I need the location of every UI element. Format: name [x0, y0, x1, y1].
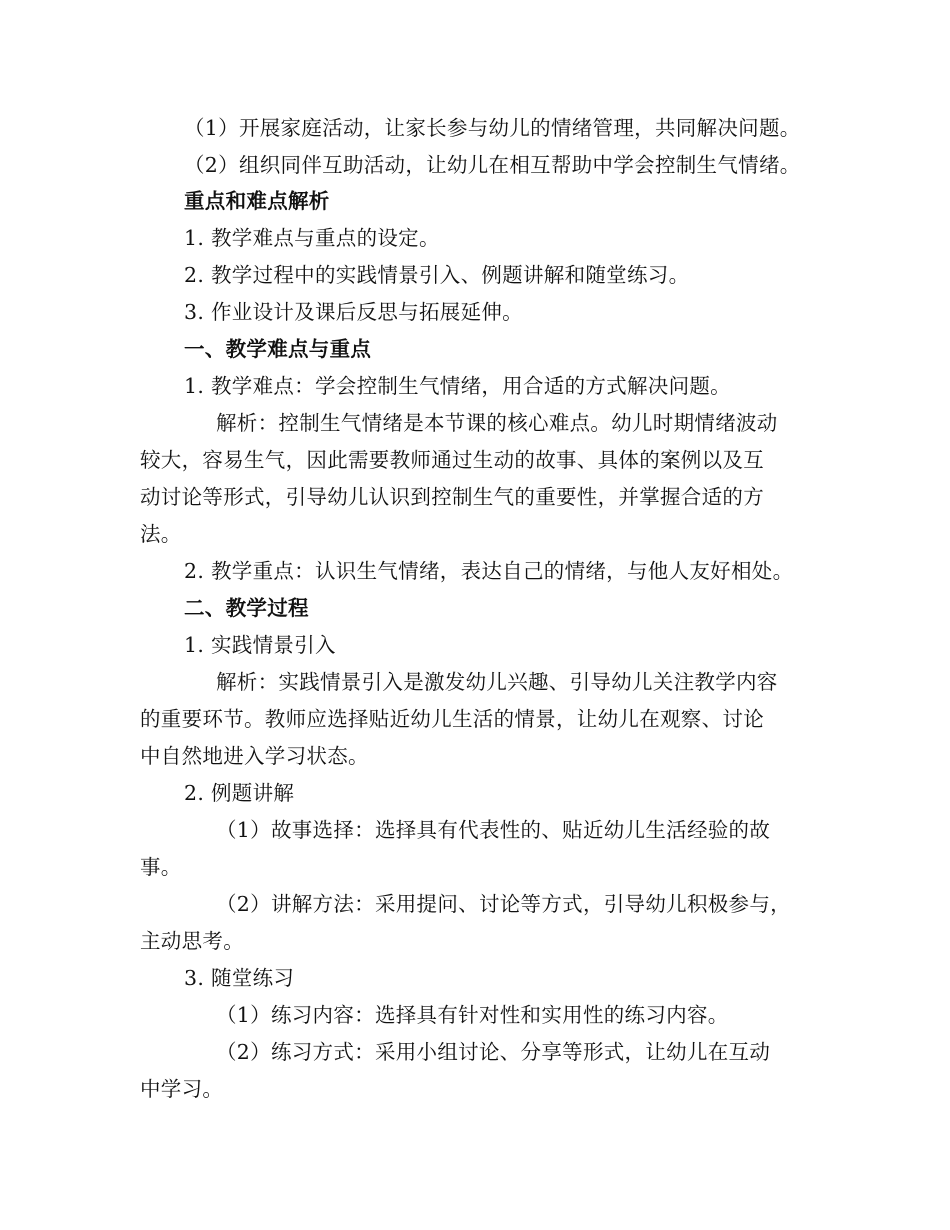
- list-item: 2. 教学过程中的实践情景引入、例题讲解和随堂练习。: [184, 263, 690, 287]
- list-item: 1. 实践情景引入: [184, 633, 336, 657]
- heading-key-points: 重点和难点解析: [184, 189, 330, 213]
- paragraph-line: 解析：实践情景引入是激发幼儿兴趣、引导幼儿关注教学内容: [216, 670, 778, 694]
- list-item: 2. 教学重点：认识生气情绪，表达自己的情绪，与他人友好相处。: [184, 559, 794, 583]
- paragraph-line: （2）练习方式：采用小组讨论、分享等形式，让幼儿在互动: [216, 1040, 771, 1064]
- list-item: 2. 例题讲解: [184, 781, 295, 805]
- paragraph-line: 的重要环节。教师应选择贴近幼儿生活的情景，让幼儿在观察、讨论: [140, 707, 764, 731]
- list-item: 3. 随堂练习: [184, 966, 295, 990]
- paragraph-line: （1）故事选择：选择具有代表性的、贴近幼儿生活经验的故: [216, 818, 771, 842]
- paragraph-line: 中自然地进入学习状态。: [140, 744, 369, 768]
- paragraph-line: 主动思考。: [140, 929, 244, 953]
- paragraph-line: 法。: [140, 522, 182, 546]
- list-item: 1. 教学难点：学会控制生气情绪，用合适的方式解决问题。: [184, 374, 731, 398]
- paragraph-line: 事。: [140, 855, 182, 879]
- paragraph-line: 解析：控制生气情绪是本节课的核心难点。幼儿时期情绪波动: [216, 411, 778, 435]
- paragraph-peer-activity: （2）组织同伴互助活动，让幼儿在相互帮助中学会控制生气情绪。: [184, 153, 801, 177]
- list-item: 3. 作业设计及课后反思与拓展延伸。: [184, 300, 523, 324]
- list-item: 1. 教学难点与重点的设定。: [184, 226, 440, 250]
- paragraph-line: 中学习。: [140, 1077, 224, 1101]
- paragraph-line: 动讨论等形式，引导幼儿认识到控制生气的重要性，并掌握合适的方: [140, 485, 764, 509]
- paragraph-line: （2）讲解方法：采用提问、讨论等方式，引导幼儿积极参与，: [216, 892, 791, 916]
- paragraph-family-activity: （1）开展家庭活动，让家长参与幼儿的情绪管理，共同解决问题。: [184, 116, 801, 140]
- heading-section-two: 二、教学过程: [184, 596, 309, 620]
- heading-section-one: 一、教学难点与重点: [184, 337, 372, 361]
- paragraph-line: （1）练习内容：选择具有针对性和实用性的练习内容。: [216, 1003, 729, 1027]
- paragraph-line: 较大，容易生气，因此需要教师通过生动的故事、具体的案例以及互: [140, 448, 764, 472]
